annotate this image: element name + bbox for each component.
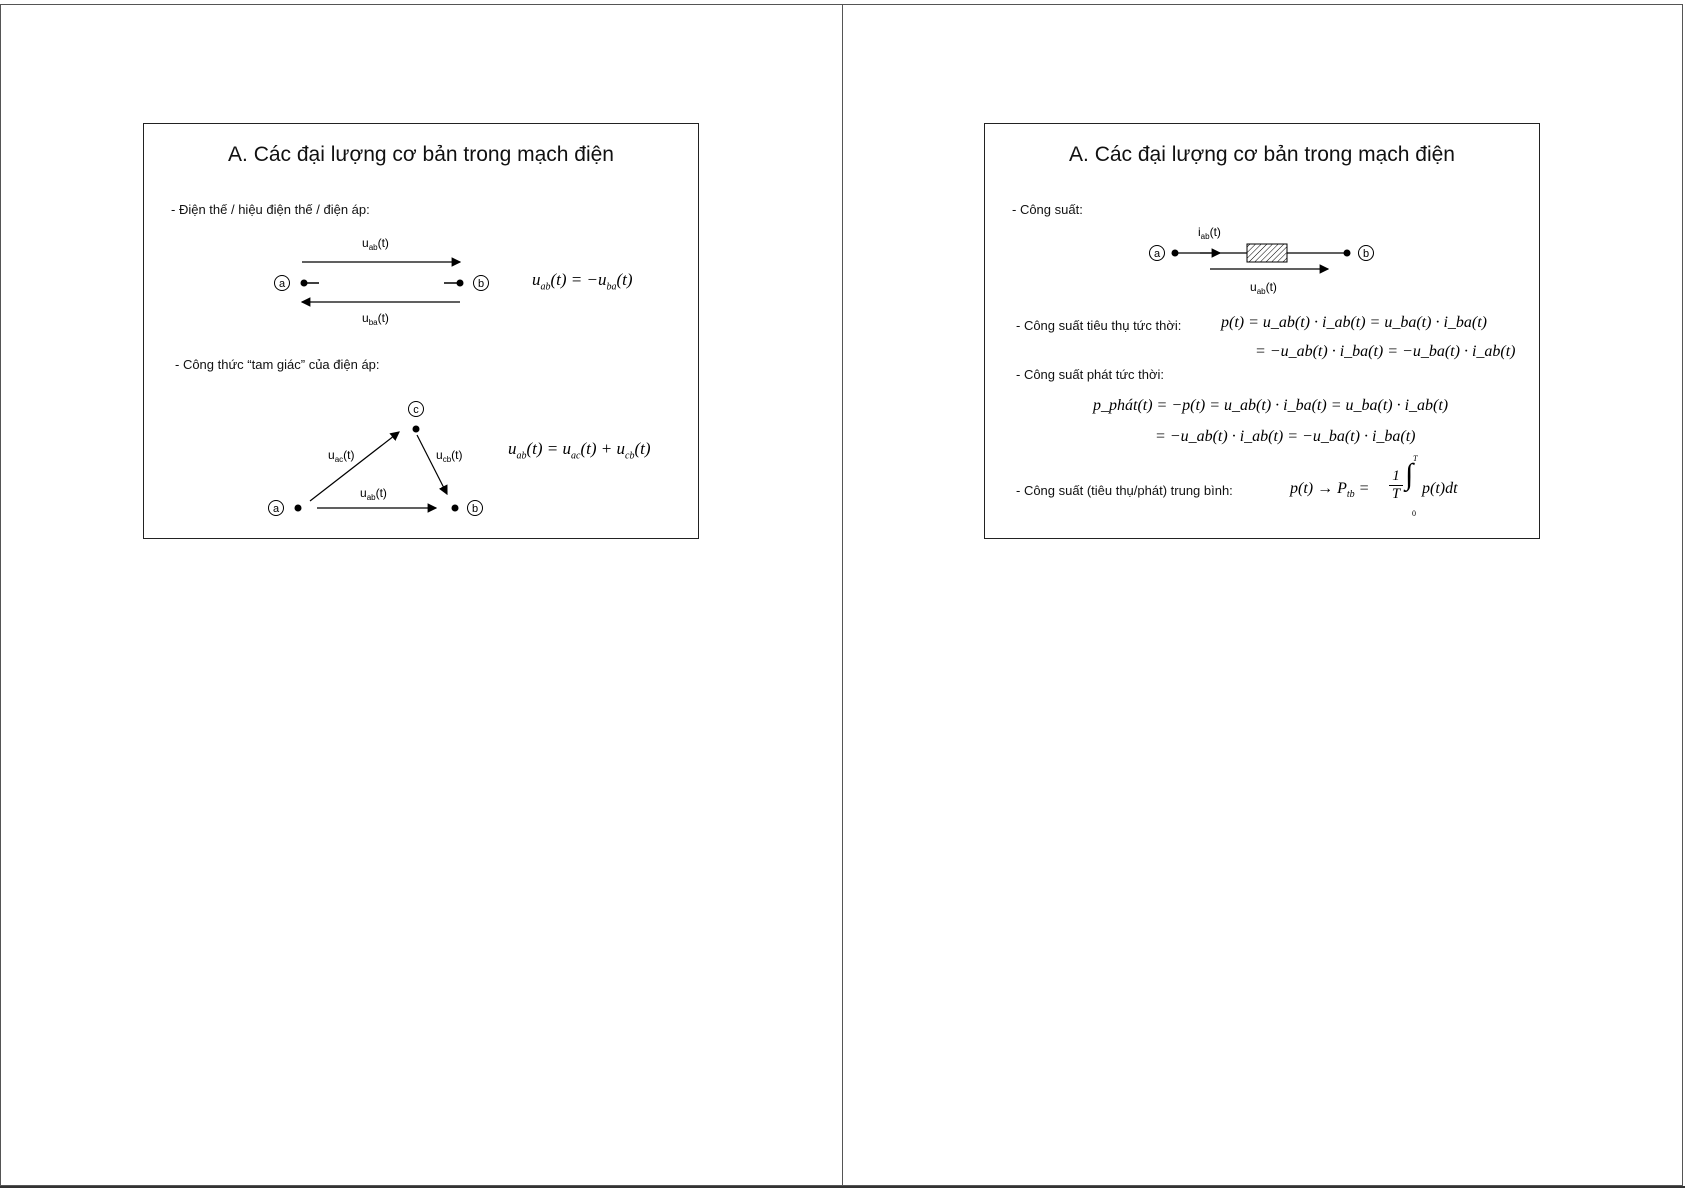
page-divider <box>842 4 843 1186</box>
node-b-label: b <box>1362 248 1370 260</box>
tri-node-b-dot <box>452 505 459 512</box>
page-bottom-edge <box>0 1186 1685 1188</box>
eq-consumed-line2: = −u_ab(t) · i_ba(t) = −u_ba(t) · i_ab(t) <box>1255 343 1516 360</box>
fraction-denominator: T <box>1389 485 1403 503</box>
label-u-ba: $u_{ba}(t)$ <box>362 311 389 327</box>
eq-generated-line1: p_phát(t) = −p(t) = u_ab(t) · i_ba(t) = u_ba(t) · i_ab(t) <box>1093 397 1449 414</box>
bullet-instant-generated: - Công suất phát tức thời: <box>1016 367 1165 382</box>
integral-upper-limit: T <box>1413 454 1418 463</box>
formula-triangle: $u_{ab}(t) = u_{ac}(t) + u_{cb}(t)$ <box>508 439 651 462</box>
arrow-u-cb <box>417 435 447 494</box>
tri-node-a-label: a <box>272 503 280 515</box>
integral-lower-limit: 0 <box>1412 509 1416 518</box>
eq-average-power: $p(t) \to P_{tb}$ = <box>1290 480 1370 501</box>
slide-title: A. Các đại lượng cơ bản trong mạch điện <box>228 143 614 166</box>
load-element <box>1247 244 1287 262</box>
slide-title: A. Các đại lượng cơ bản trong mạch điện <box>1069 143 1455 166</box>
node-a-label: a <box>1153 248 1161 260</box>
bullet-voltage: - Điện thế / hiệu điện thế / điện áp: <box>171 202 370 217</box>
eq-generated-line2: = −u_ab(t) · i_ab(t) = −u_ba(t) · i_ba(t) <box>1155 428 1416 445</box>
formula-u-ab-neg-u-ba: $u_{ab}(t) = -u_{ba}(t)$ <box>532 270 633 293</box>
node-a-label: a <box>278 278 286 290</box>
node-b-label: b <box>477 278 485 290</box>
fraction-numerator: 1 <box>1392 468 1400 484</box>
slide-power <box>984 123 1540 539</box>
integral-sign: ∫ <box>1405 458 1414 491</box>
label-u-ac: $u_{ac}(t)$ <box>328 448 355 464</box>
node-b-dot <box>1344 250 1351 257</box>
bullet-power: - Công suất: <box>1012 202 1083 217</box>
voltage-diagram <box>144 124 699 539</box>
label-u-ab: $u_{ab}(t)$ <box>362 236 389 252</box>
integrand: p(t)dt <box>1422 480 1458 497</box>
label-u-cb: $u_{cb}(t)$ <box>436 448 463 464</box>
fraction <box>1389 468 1403 503</box>
bullet-triangle: - Công thức “tam giác” của điện áp: <box>175 357 380 372</box>
bullet-instant-consumed: - Công suất tiêu thụ tức thời: <box>1016 318 1182 333</box>
label-u-ab-triangle: $u_{ab}(t)$ <box>360 486 387 502</box>
slide-voltage <box>143 123 699 539</box>
tri-node-c-dot <box>413 426 420 433</box>
label-i-ab: $i_{ab}(t)$ <box>1198 225 1221 241</box>
eq-consumed-line1: p(t) = u_ab(t) · i_ab(t) = u_ba(t) · i_ba(t) <box>1221 314 1487 331</box>
label-u-ab: $u_{ab}(t)$ <box>1250 280 1277 296</box>
bullet-average: - Công suất (tiêu thụ/phát) trung bình: <box>1016 483 1233 498</box>
tri-node-a-dot <box>295 505 302 512</box>
tri-node-b-label: b <box>471 503 479 515</box>
tri-node-c-label: c <box>413 404 419 416</box>
